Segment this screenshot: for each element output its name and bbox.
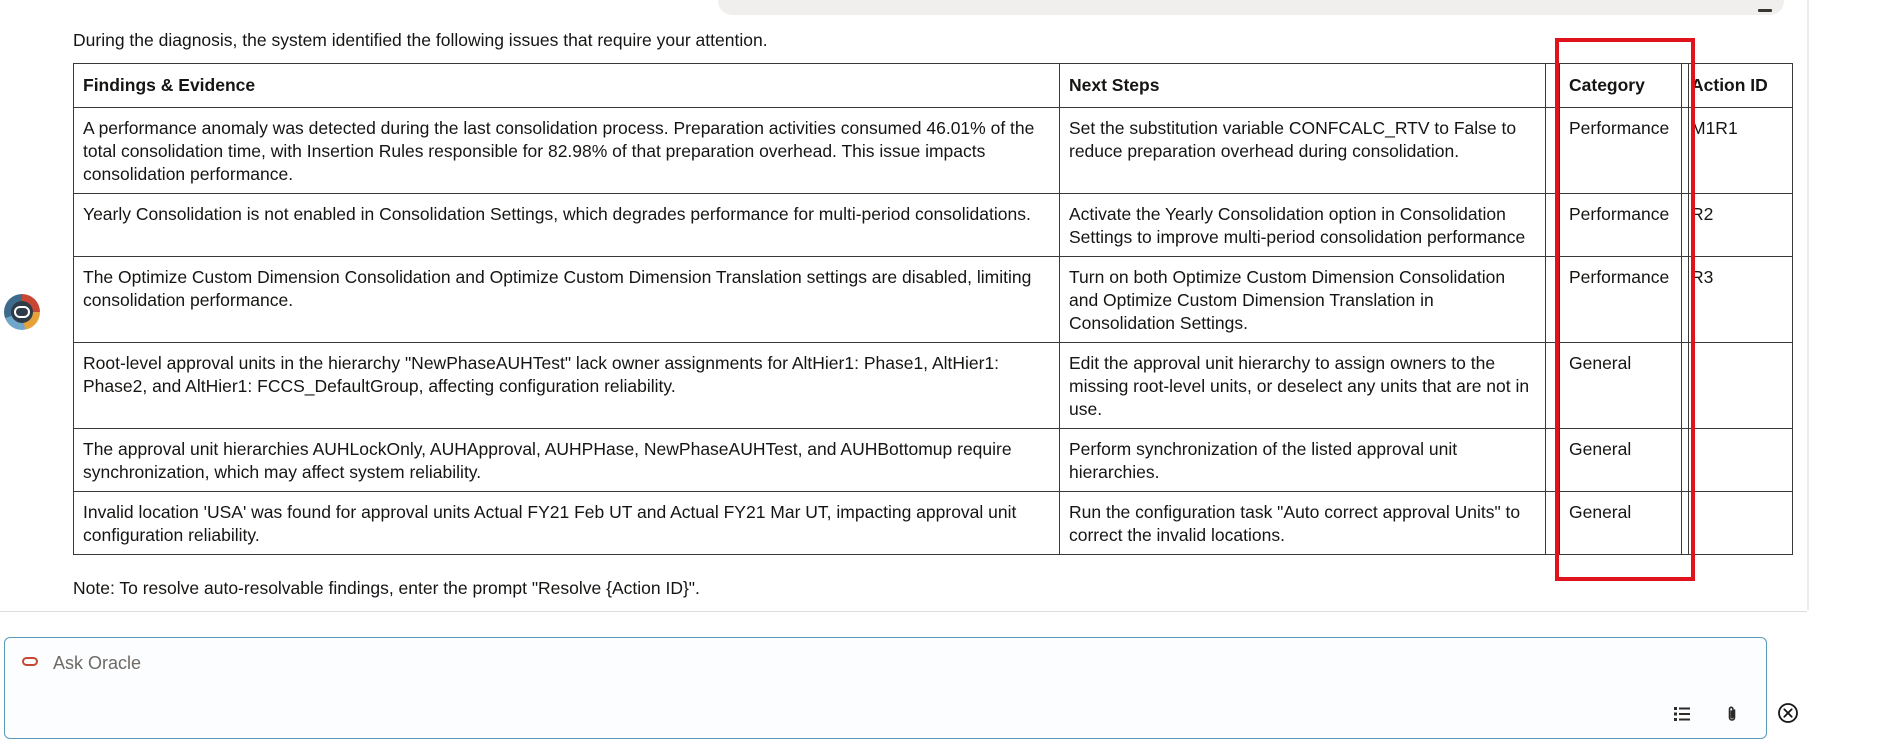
header-findings: Findings & Evidence [74, 64, 1060, 108]
finding-cell: Invalid location 'USA' was found for approval units Actual FY21 Feb UT and Actual FY21 Mar UT, impacting approval unit configuration reliability. [74, 492, 1060, 555]
next-steps-cell: Activate the Yearly Consolidation option in Consolidation Settings to improve multi-period consolidation performance [1060, 194, 1546, 257]
finding-cell: The Optimize Custom Dimension Consolidation and Optimize Custom Dimension Translation settings are disabled, limiting consolidation performance. [74, 257, 1060, 343]
paperclip-icon[interactable] [1724, 705, 1740, 723]
header-next-steps: Next Steps [1060, 64, 1546, 108]
finding-cell: Root-level approval units in the hierarchy "NewPhaseAUHTest" lack owner assignments for AltHier1: Phase1, AltHier1: Phase2, and AltHier1: FCCS_DefaultGroup, affecting configuration reliability. [74, 343, 1060, 429]
assistant-avatar-icon [4, 294, 40, 330]
category-cell: General [1560, 429, 1682, 492]
list-icon[interactable] [1673, 705, 1691, 723]
column-spacer [1682, 194, 1689, 257]
action-id-cell: M1R1 [1689, 108, 1793, 194]
table-row [74, 194, 1793, 257]
column-spacer [1682, 429, 1689, 492]
table-row [74, 108, 1793, 194]
findings-table [73, 63, 1793, 555]
ask-oracle-box[interactable] [4, 637, 1767, 739]
next-steps-cell: Edit the approval unit hierarchy to assign owners to the missing root-level units, or deselect any units that are not in use. [1060, 343, 1546, 429]
category-cell: Performance [1560, 194, 1682, 257]
finding-cell: A performance anomaly was detected during the last consolidation process. Preparation activities consumed 46.01% of the total consolidation time, with Insertion Rules responsible for 82.98% of that preparation overhead. This issue impacts consolidation performance. [74, 108, 1060, 194]
next-steps-cell: Perform synchronization of the listed approval unit hierarchies. [1060, 429, 1546, 492]
column-spacer [1546, 108, 1560, 194]
category-cell: General [1560, 343, 1682, 429]
action-id-cell: R2 [1689, 194, 1793, 257]
column-spacer [1546, 64, 1560, 108]
next-steps-cell: Run the configuration task "Auto correct approval Units" to correct the invalid locations. [1060, 492, 1546, 555]
next-steps-cell: Set the substitution variable CONFCALC_RTV to False to reduce preparation overhead during consolidation. [1060, 108, 1546, 194]
column-spacer [1682, 257, 1689, 343]
column-spacer [1546, 343, 1560, 429]
header-category: Category [1560, 64, 1682, 108]
column-spacer [1546, 429, 1560, 492]
column-spacer [1546, 257, 1560, 343]
action-id-cell: R3 [1689, 257, 1793, 343]
finding-cell: The approval unit hierarchies AUHLockOnly, AUHApproval, AUHPHase, NewPhaseAUHTest, and AUHBottomup require synchronization, which may affect system reliability. [74, 429, 1060, 492]
oracle-logo-icon [22, 657, 38, 666]
ask-oracle-input[interactable] [51, 648, 1655, 678]
previous-message-bubble [718, 0, 1784, 15]
category-cell: Performance [1560, 108, 1682, 194]
table-row [74, 343, 1793, 429]
column-spacer [1682, 108, 1689, 194]
resolve-note: Note: To resolve auto-resolvable findings, enter the prompt "Resolve {Action ID}". [73, 578, 700, 598]
column-spacer [1682, 492, 1689, 555]
column-spacer [1682, 343, 1689, 429]
close-circle-icon[interactable] [1777, 702, 1799, 724]
action-id-cell [1689, 492, 1793, 555]
scroll-area-edge [1807, 0, 1809, 610]
table-header-row [74, 64, 1793, 108]
action-id-cell [1689, 429, 1793, 492]
category-cell: Performance [1560, 257, 1682, 343]
column-spacer [1682, 64, 1689, 108]
column-spacer [1546, 492, 1560, 555]
header-action-id: Action ID [1689, 64, 1793, 108]
category-cell: General [1560, 492, 1682, 555]
collapse-icon[interactable] [1758, 9, 1772, 12]
finding-cell: Yearly Consolidation is not enabled in Consolidation Settings, which degrades performance for multi-period consolidations. [74, 194, 1060, 257]
intro-text: During the diagnosis, the system identified the following issues that require your attention. [73, 30, 768, 50]
table-row [74, 429, 1793, 492]
next-steps-cell: Turn on both Optimize Custom Dimension Consolidation and Optimize Custom Dimension Translation in Consolidation Settings. [1060, 257, 1546, 343]
action-id-cell [1689, 343, 1793, 429]
table-row [74, 492, 1793, 555]
divider [0, 611, 1807, 612]
table-row [74, 257, 1793, 343]
column-spacer [1546, 194, 1560, 257]
